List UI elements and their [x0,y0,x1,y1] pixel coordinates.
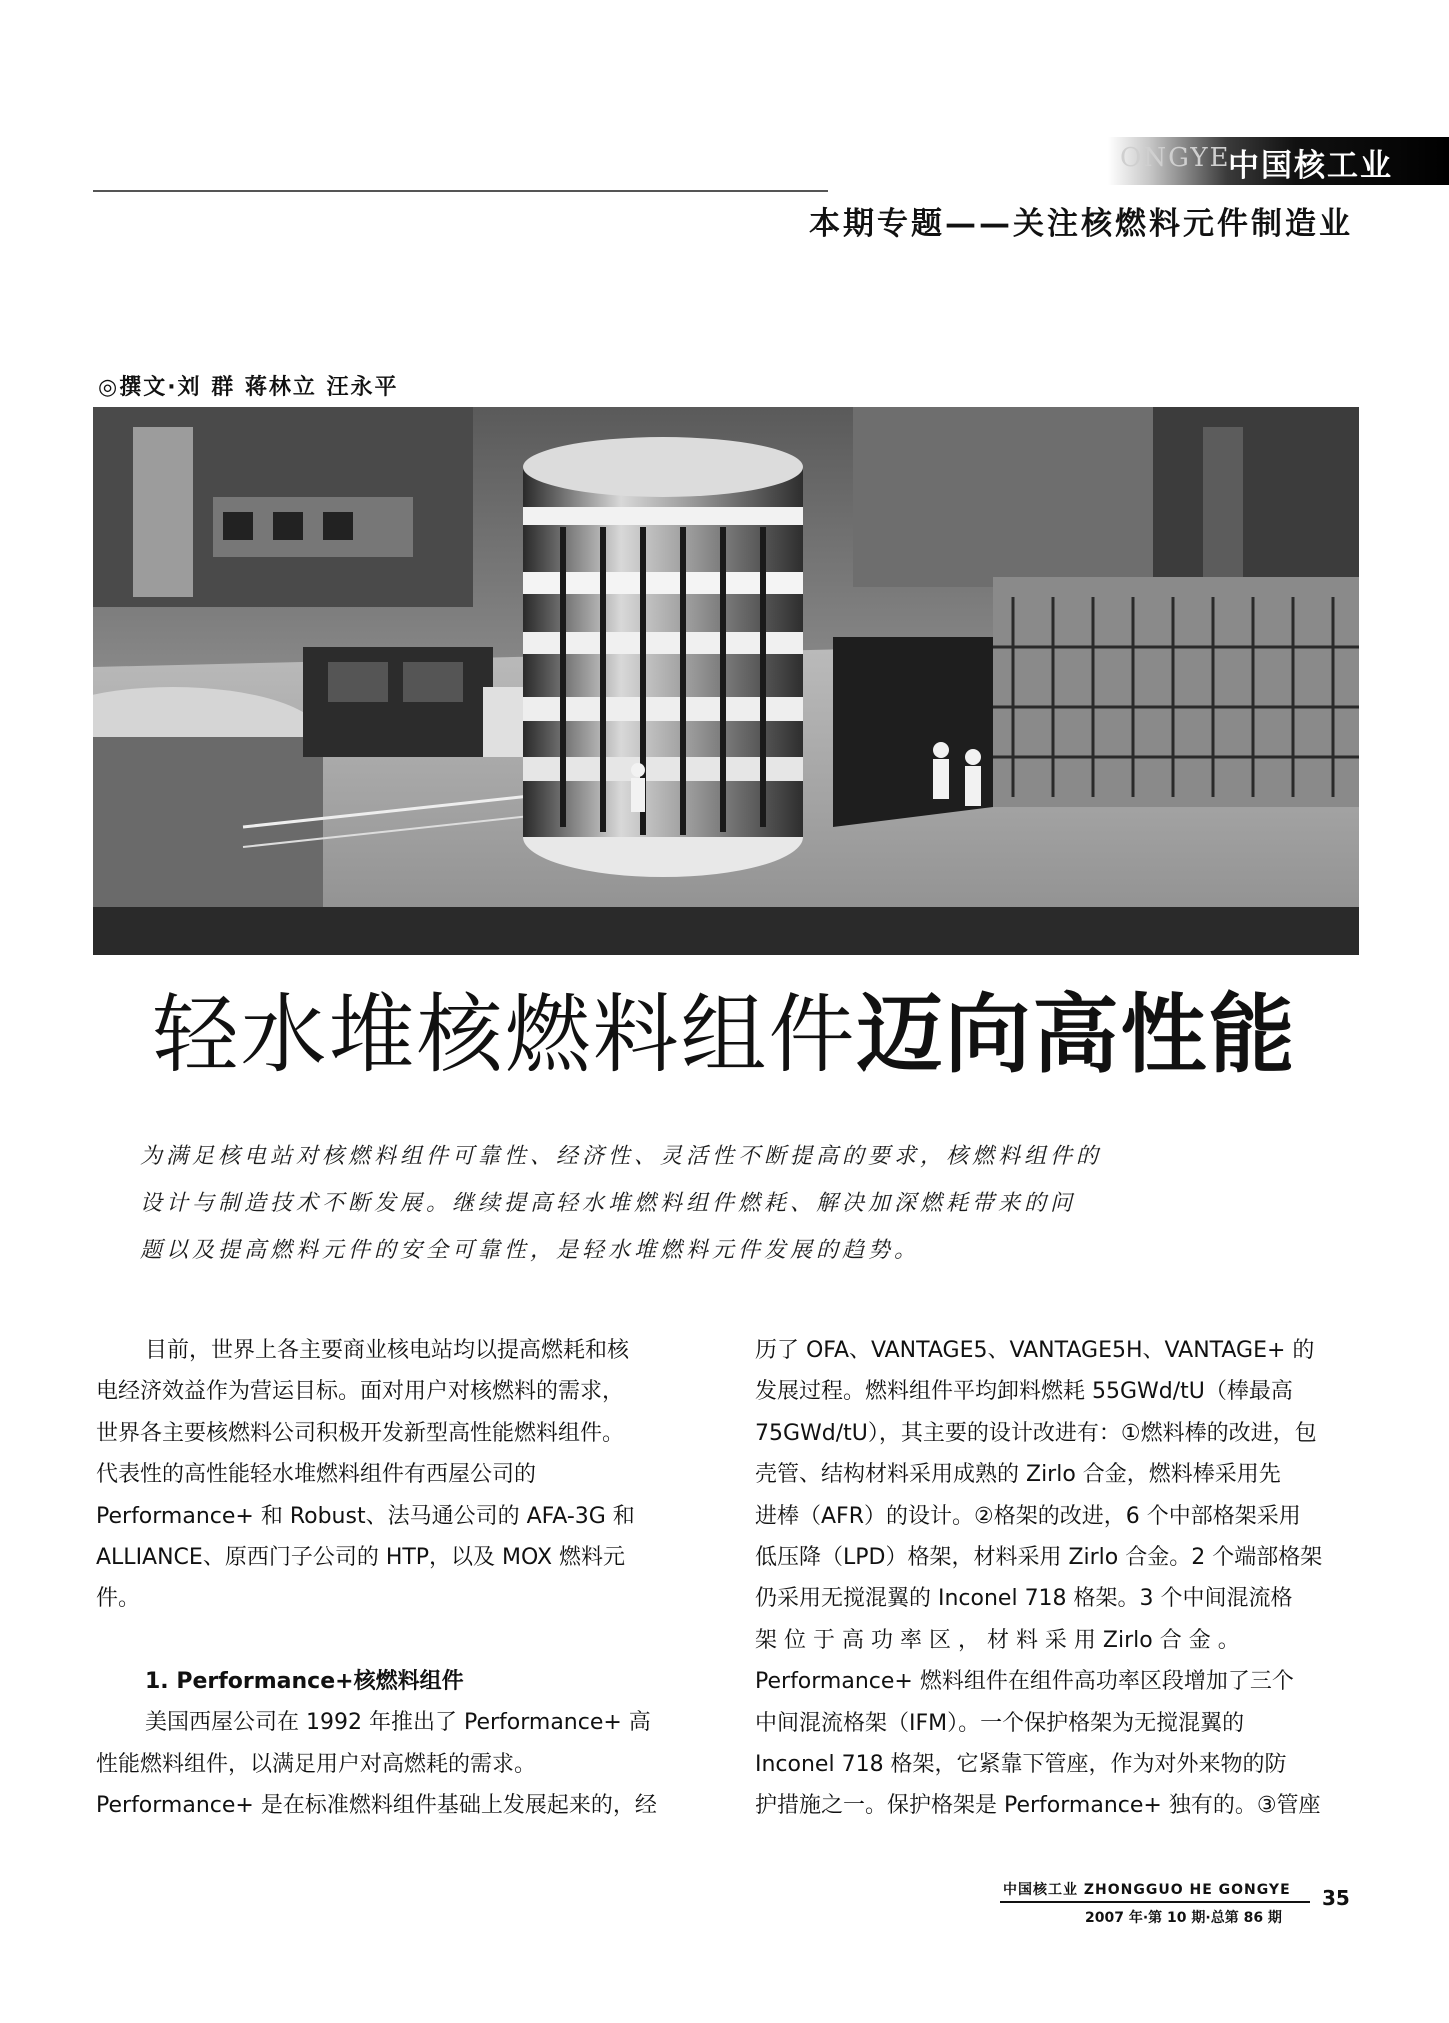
body-line: 电经济效益作为营运目标。面对用户对核燃料的需求， [96,1379,625,1405]
abstract [140,1133,1330,1274]
right-column [755,1330,1362,1827]
body-line: ALLIANCE、原西门子公司的 HTP，以及 MOX 燃料元 [96,1545,626,1571]
body-line: 发展过程。燃料组件平均卸料燃耗 55GWd/tU（棒最高 [755,1379,1293,1405]
body-line: 中间混流格架（IFM）。一个保护格架为无搅混翼的 [755,1710,1245,1736]
body-line: 仍采用无搅混翼的 Inconel 718 格架。3 个中间混流格 [755,1586,1293,1612]
abstract-line: 题以及提高燃料元件的安全可靠性，是轻水堆燃料元件发展的趋势。 [140,1238,921,1263]
body-line: 美国西屋公司在 1992 年推出了 Performance+ 高 [145,1710,651,1736]
masthead-title: 中国核工业 [1228,148,1393,184]
body-line: 低压降（LPD）格架，材料采用 Zirlo 合金。2 个端部格架 [755,1545,1323,1571]
section-title: 本期专题——关注核燃料元件制造业 [809,206,1353,242]
body-line: 件。 [96,1586,141,1612]
reactor-hall-photo [93,407,1359,955]
body-line: 性能燃料组件，以满足用户对高燃耗的需求。 [96,1751,537,1777]
body-line: 世界各主要核燃料公司积极开发新型高性能燃料组件。 [96,1420,625,1446]
left-column [96,1330,703,1826]
abstract-line: 设计与制造技术不断发展。继续提高轻水堆燃料组件燃耗、解决加深燃耗带来的问 [140,1191,1077,1216]
section-subhead: 1. Performance+核燃料组件 [145,1668,464,1694]
body-line: 架 位 于 高 功 率 区 ， 材 料 采 用 Zirlo 合 金 。 [755,1627,1240,1653]
body-line: 壳管、结构材料采用成熟的 Zirlo 合金，燃料棒采用先 [755,1462,1281,1488]
body-line: 代表性的高性能轻水堆燃料组件有西屋公司的 [96,1462,537,1488]
abstract-line: 为满足核电站对核燃料组件可靠性、经济性、灵活性不断提高的要求，核燃料组件的 [140,1144,1103,1169]
body-line: 历了 OFA、VANTAGE5、VANTAGE5H、VANTAGE+ 的 [755,1338,1315,1363]
masthead-latin: ONGYE [1120,143,1231,173]
body-line: 进棒（AFR）的设计。②格架的改进，6 个中部格架采用 [755,1503,1301,1529]
reactor-hall-illustration [93,407,1359,955]
body-line: Performance+ 和 Robust、法马通公司的 AFA-3G 和 [96,1503,635,1529]
body-line: 护措施之一。保护格架是 Performance+ 独有的。③管座 [755,1793,1321,1819]
paragraph-gap [96,1620,703,1661]
footer-journal: 中国核工业 ZHONGGUO HE GONGYE [1003,1882,1291,1898]
body-line: 目前，世界上各主要商业核电站均以提高燃耗和核 [145,1338,630,1363]
body-line: 75GWd/tU），其主要的设计改进有：①燃料棒的改进，包 [755,1420,1317,1446]
footer-issue: 2007 年·第 10 期·总第 86 期 [1085,1910,1282,1926]
byline: ◎撰文·刘 群 蒋林立 汪永平 [98,375,399,400]
body-line: Inconel 718 格架，它紧靠下管座，作为对外来物的防 [755,1752,1287,1778]
body-line: Performance+ 燃料组件在组件高功率区段增加了三个 [755,1669,1294,1695]
top-rule [93,190,828,192]
headline-bold: 迈向高性能 [856,985,1297,1085]
body-line: Performance+ 是在标准燃料组件基础上发展起来的，经 [96,1793,657,1819]
headline-light: 轻水堆核燃料组件 [152,985,857,1085]
page-number: 35 [1322,1886,1350,1910]
headline [0,985,1449,1085]
footer-rule [1000,1901,1310,1903]
